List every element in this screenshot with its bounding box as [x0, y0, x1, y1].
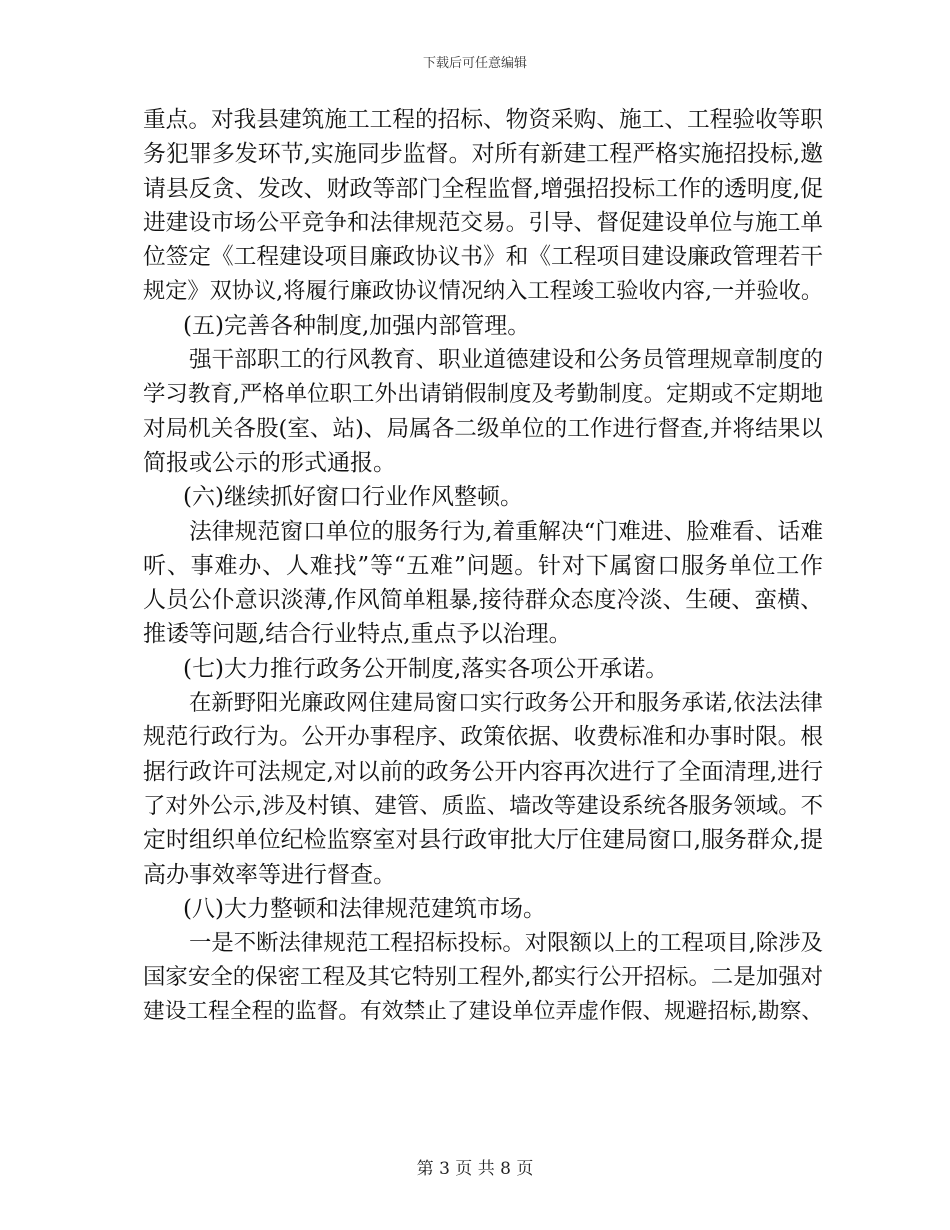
text-line: 规范行政行为。公开办事程序、政策依据、收费标准和办事时限。根: [143, 724, 823, 751]
text-line: 重点。对我县建筑施工工程的招标、物资采购、施工、工程验收等职: [143, 107, 823, 133]
text-line: 学习教育,严格单位职工外出请销假制度及考勤制度。定期或不定期地: [143, 381, 824, 408]
text-line: (六)继续抓好窗口行业作风整顿。: [183, 484, 523, 511]
text-line: 务犯罪多发环节,实施同步监督。对所有新建工程严格实施招投标,邀: [143, 141, 824, 168]
text-line: 强干部职工的行风教育、职业道德建设和公务员管理规章制度的: [189, 347, 824, 374]
text-line: 法律规范窗口单位的服务行为,着重解决“门难进、脸难看、话难: [189, 518, 824, 545]
text-line: 进建设市场公平竞争和法律规范交易。引导、督促建设单位与施工单: [143, 209, 823, 236]
text-line: 对局机关各股(室、站)、局属各二级单位的工作进行督查,并将结果以: [143, 415, 823, 442]
text-line: 一是不断法律规范工程招标投标。对限额以上的工程项目,除涉及: [189, 930, 823, 957]
text-line: 国家安全的保密工程及其它特别工程外,都实行公开招标。二是加强对: [143, 964, 824, 991]
text-line: 了对外公示,涉及村镇、建管、质监、墙改等建设系统各服务领域。不: [143, 792, 824, 819]
text-line: 建设工程全程的监督。有效禁止了建设单位弄虚作假、规避招标,勘察、: [143, 998, 824, 1024]
text-line: 在新野阳光廉政网住建局窗口实行政务公开和服务承诺,依法法律: [189, 690, 823, 717]
page-header: 下载后可任意编辑: [422, 56, 527, 71]
page-footer: 第 3 页 共 8 页: [416, 1159, 534, 1179]
text-line: (七)大力推行政务公开制度,落实各项公开承诺。: [183, 655, 669, 682]
text-line: 人员公仆意识淡薄,作风简单粗暴,接待群众态度冷淡、生硬、蛮横、: [143, 587, 824, 614]
text-line: 高办事效率等进行督查。: [143, 861, 396, 888]
text-line: (五)完善各种制度,加强内部管理。: [183, 312, 531, 339]
text-line: 听、事难办、人难找”等“五难”问题。针对下属窗口服务单位工作: [143, 552, 824, 579]
text-line: 推诿等问题,结合行业特点,重点予以治理。: [143, 621, 572, 648]
text-line: 规定》双协议,将履行廉政协议情况纳入工程竣工验收内容,一并验收。: [143, 278, 824, 305]
text-line: (八)大力整顿和法律规范建筑市场。: [183, 895, 546, 922]
text-line: 请县反贪、发改、财政等部门全程监督,增强招投标工作的透明度,促: [143, 175, 824, 202]
text-line: 简报或公示的形式通报。: [143, 449, 396, 476]
text-line: 据行政许可法规定,对以前的政务公开内容再次进行了全面清理,进行: [143, 758, 824, 785]
document-body: [143, 103, 823, 1029]
text-line: 位签定《工程建设项目廉政协议书》和《工程项目建设廉政管理若干: [143, 244, 823, 271]
text-line: 定时组织单位纪检监察室对县行政审批大厅住建局窗口,服务群众,提: [143, 827, 824, 854]
